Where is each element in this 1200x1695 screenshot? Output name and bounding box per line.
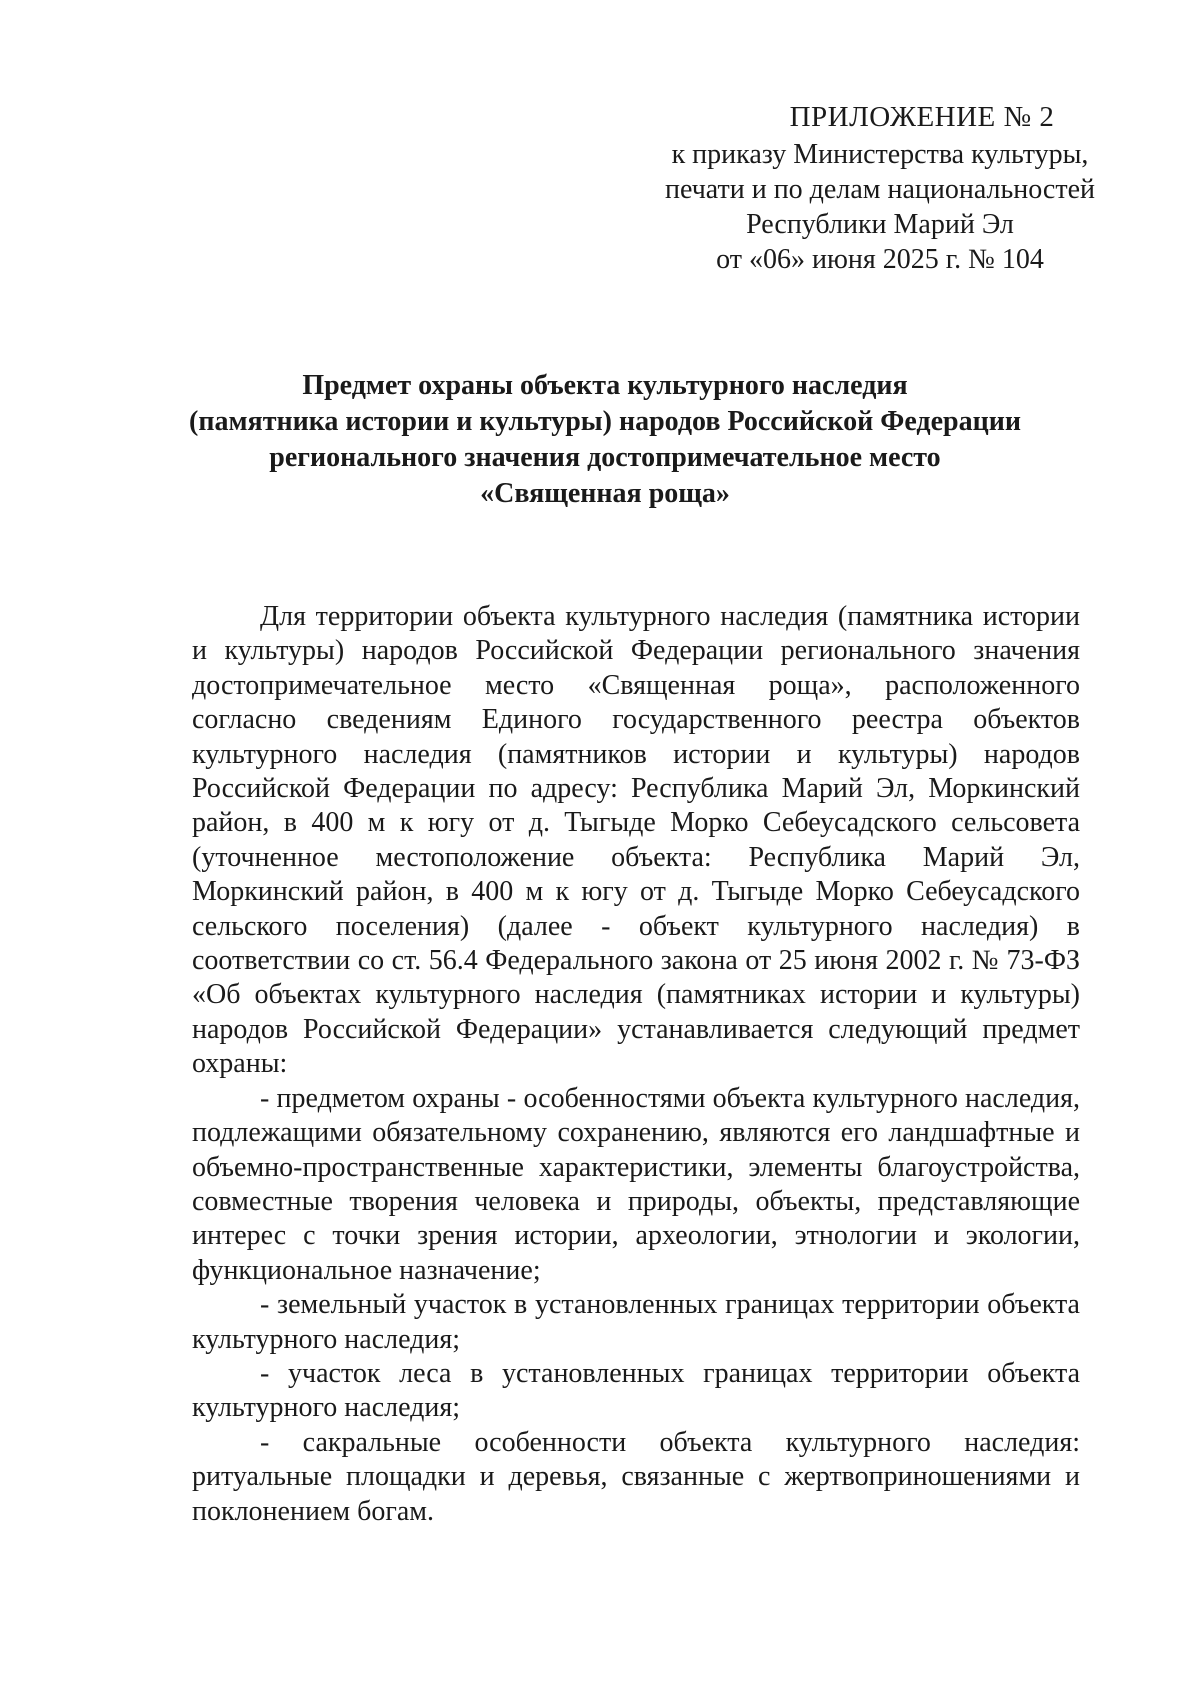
- appendix-line-republic: Республики Марий Эл: [746, 209, 1014, 240]
- title-line-1: Предмет охраны объекта культурного наследия: [302, 370, 908, 401]
- appendix-line-ministry: печати и по делам национальностей: [664, 174, 1096, 205]
- body-item-sacral-features: - сакральные особенности объекта культурного наследия: ритуальные площадки и деревья, связанные с жертвоприношениями и поклонением богам.: [192, 1426, 1080, 1527]
- appendix-line-date: от «06» июня 2025 г. № 104: [716, 244, 1044, 275]
- document-title: [120, 368, 1090, 512]
- body-paragraph-intro: Для территории объекта культурного наследия (памятника истории и культуры) народов Российской Федерации регионального значения достопримечательное место «Священная роща», расположенного согласно сведениям Единого государственного реестра объектов культурного наследия (памятников истории и культуры) народов Российской Федерации по адресу: Республика Марий Эл, Моркинский район, в 400 м к югу от д. Тыгыде Морко Себеусадского сельсовета (уточненное местоположение объекта: Республика Марий Эл, Моркинский район, в 400 м к югу от д. Тыгыде Морко Себеусадского сельского поселения) (далее - объект культурного наследия) в соответствии со ст. 56.4 Федерального закона от 25 июня 2002 г. № 73-ФЗ «Об объектах культурного наследия (памятниках истории и культуры) народов Российской Федерации» устанавливается следующий предмет охраны:: [192, 601, 1080, 1080]
- body-item-land-plot: - земельный участок в установленных границах территории объекта культурного наследия;: [192, 1289, 1080, 1355]
- appendix-header: [620, 100, 1140, 277]
- appendix-line-order: к приказу Министерства культуры,: [671, 139, 1089, 170]
- body-item-forest-plot: - участок леса в установленных границах территории объекта культурного наследия;: [192, 1357, 1080, 1424]
- document-body: [192, 600, 1080, 1529]
- title-line-2: (памятника истории и культуры) народов Российской Федерации: [189, 406, 1021, 437]
- title-line-3: регионального значения достопримечательное место: [269, 442, 941, 473]
- body-item-protection-subject: - предметом охраны - особенностями объекта культурного наследия, подлежащими обязательному сохранению, являются его ландшафтные и объемно-пространственные характеристики, элементы благоустройства, совместные творения человека и природы, объекты, представляющие интерес с точки зрения истории, археологии, этнологии и экологии, функциональное назначение;: [192, 1082, 1080, 1286]
- title-line-4: «Священная роща»: [480, 478, 730, 509]
- appendix-title: ПРИЛОЖЕНИЕ № 2: [789, 101, 1055, 133]
